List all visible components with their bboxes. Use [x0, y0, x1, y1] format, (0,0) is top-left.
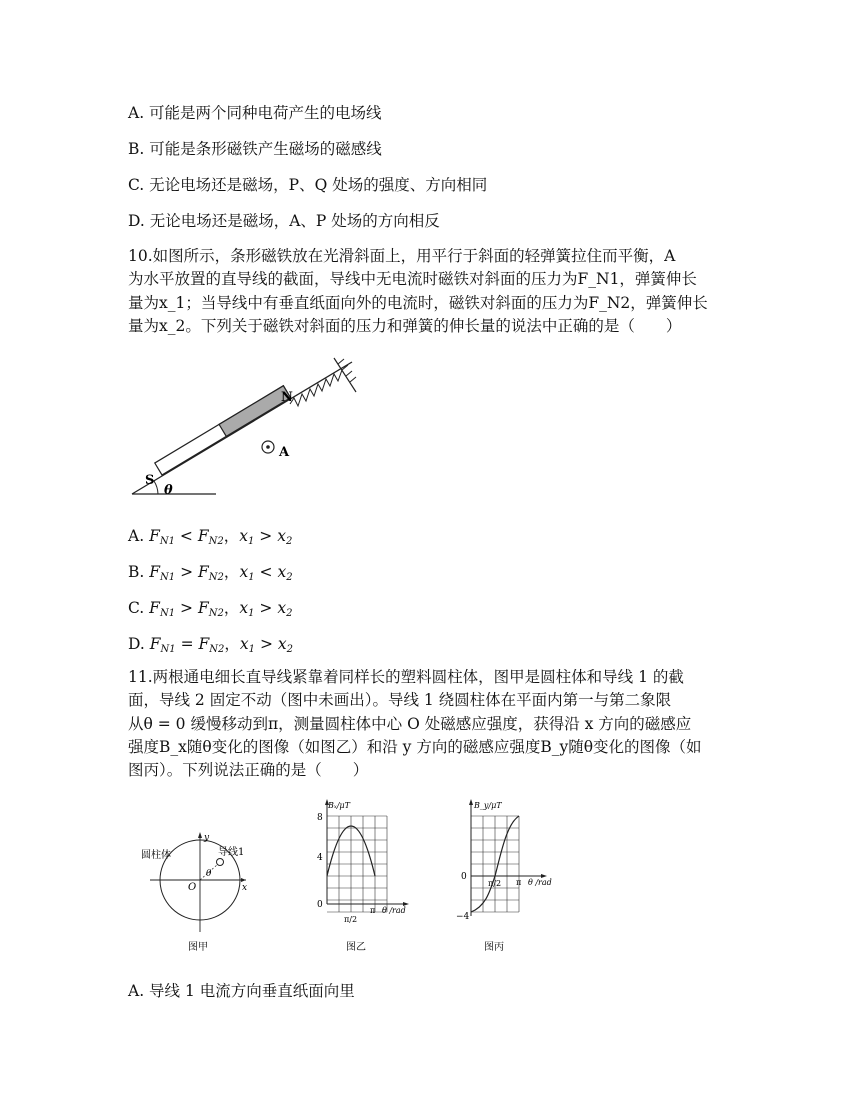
q10-option-c: C. $F_{N1} > F_{N2}$，$x_1 > x_2$: [128, 599, 293, 619]
q10-figure-label-n: N: [281, 390, 293, 405]
q11-bing-caption: 图丙: [484, 942, 504, 953]
q11-jia-caption: 图甲: [188, 942, 208, 953]
q9-option-b: B. 可能是条形磁铁产生磁场的磁感线: [128, 140, 382, 158]
q11-jia-x-label: x: [242, 883, 248, 893]
q11-bing-tick-pi: π: [516, 878, 522, 887]
q11-bing-tick-neg4: −4: [456, 912, 470, 922]
q11-stem-line-3: 从θ = 0 缓慢移动到π，测量圆柱体中心 O 处磁感应强度，获得沿 x 方向的磁感应: [128, 715, 692, 733]
q11-yi-tick-8: 8: [317, 813, 323, 823]
q11-yi-ylabel: Bₓ/μT: [328, 801, 350, 810]
q9-option-a: A. 可能是两个同种电荷产生的电场线: [128, 104, 382, 122]
q11-jia-wire-label: 导线1: [218, 847, 245, 858]
q10-option-b: B. $F_{N1} > F_{N2}$，$x_1 < x_2$: [128, 563, 293, 583]
q10-stem-line-2: 为水平放置的直导线的截面，导线中无电流时磁铁对斜面的压力为F_N1，弹簧伸长: [128, 270, 697, 288]
q11-figure-jia: [138, 828, 258, 956]
q10-option-a: A. $F_{N1} < F_{N2}$，$x_1 > x_2$: [128, 527, 293, 547]
q10-option-d: D. $F_{N1} = F_{N2}$，$x_1 > x_2$: [128, 635, 294, 655]
q10-figure-label-s: S: [145, 473, 155, 488]
q11-jia-theta-label: θ: [206, 869, 212, 879]
q9-option-c: C. 无论电场还是磁场，P、Q 处场的强度、方向相同: [128, 176, 488, 194]
q11-figure-bing: [456, 796, 566, 956]
q11-bing-xlabel: θ /rad: [528, 878, 552, 887]
q10-stem-line-4: 量为x_2。下列关于磁铁对斜面的压力和弹簧的伸长量的说法中正确的是（ ）: [128, 317, 682, 335]
q10-figure-label-a: A: [279, 445, 290, 460]
q11-stem-line-5: 图丙）。下列说法正确的是（ ）: [128, 761, 369, 779]
q11-stem-line-4: 强度B_x随θ变化的图像（如图乙）和沿 y 方向的磁感应强度B_y随θ变化的图像（如: [128, 738, 702, 756]
q11-stem-line-1: 11.两根通电细长直导线紧靠着同样长的塑料圆柱体，图甲是圆柱体和导线 1 的截: [128, 668, 684, 686]
q11-yi-tick-pi2: π/2: [344, 915, 358, 924]
q11-bing-ylabel: B_y/μT: [474, 801, 502, 810]
q11-jia-cylinder-label: 圆柱体: [141, 850, 171, 861]
q11-option-a: A. 导线 1 电流方向垂直纸面向里: [128, 982, 355, 1000]
q10-stem-line-3: 量为x_1；当导线中有垂直纸面向外的电流时，磁铁对斜面的压力为F_N2，弹簧伸长: [128, 294, 708, 312]
q10-figure-incline: [128, 348, 368, 503]
q11-yi-caption: 图乙: [346, 942, 366, 953]
q9-option-d: D. 无论电场还是磁场，A、P 处场的方向相反: [128, 212, 440, 230]
q11-bing-tick-pi2: π/2: [488, 879, 502, 888]
q11-yi-tick-pi: π: [370, 906, 376, 915]
q11-jia-origin-label: O: [188, 882, 197, 893]
q11-yi-tick-0: 0: [317, 900, 323, 910]
q11-stem-line-2: 面，导线 2 固定不动（图中未画出）。导线 1 绕圆柱体在平面内第一与第二象限: [128, 691, 672, 709]
q11-jia-y-label: y: [204, 833, 210, 843]
q10-figure-label-theta: θ: [164, 483, 173, 498]
q11-figure-yi: [312, 796, 422, 956]
q11-yi-xlabel: θ /rad: [382, 906, 406, 915]
q11-yi-tick-4: 4: [317, 853, 323, 863]
q10-stem-line-1: 10.如图所示，条形磁铁放在光滑斜面上，用平行于斜面的轻弹簧拉住而平衡，A: [128, 247, 676, 265]
q11-bing-tick-0: 0: [461, 872, 467, 882]
